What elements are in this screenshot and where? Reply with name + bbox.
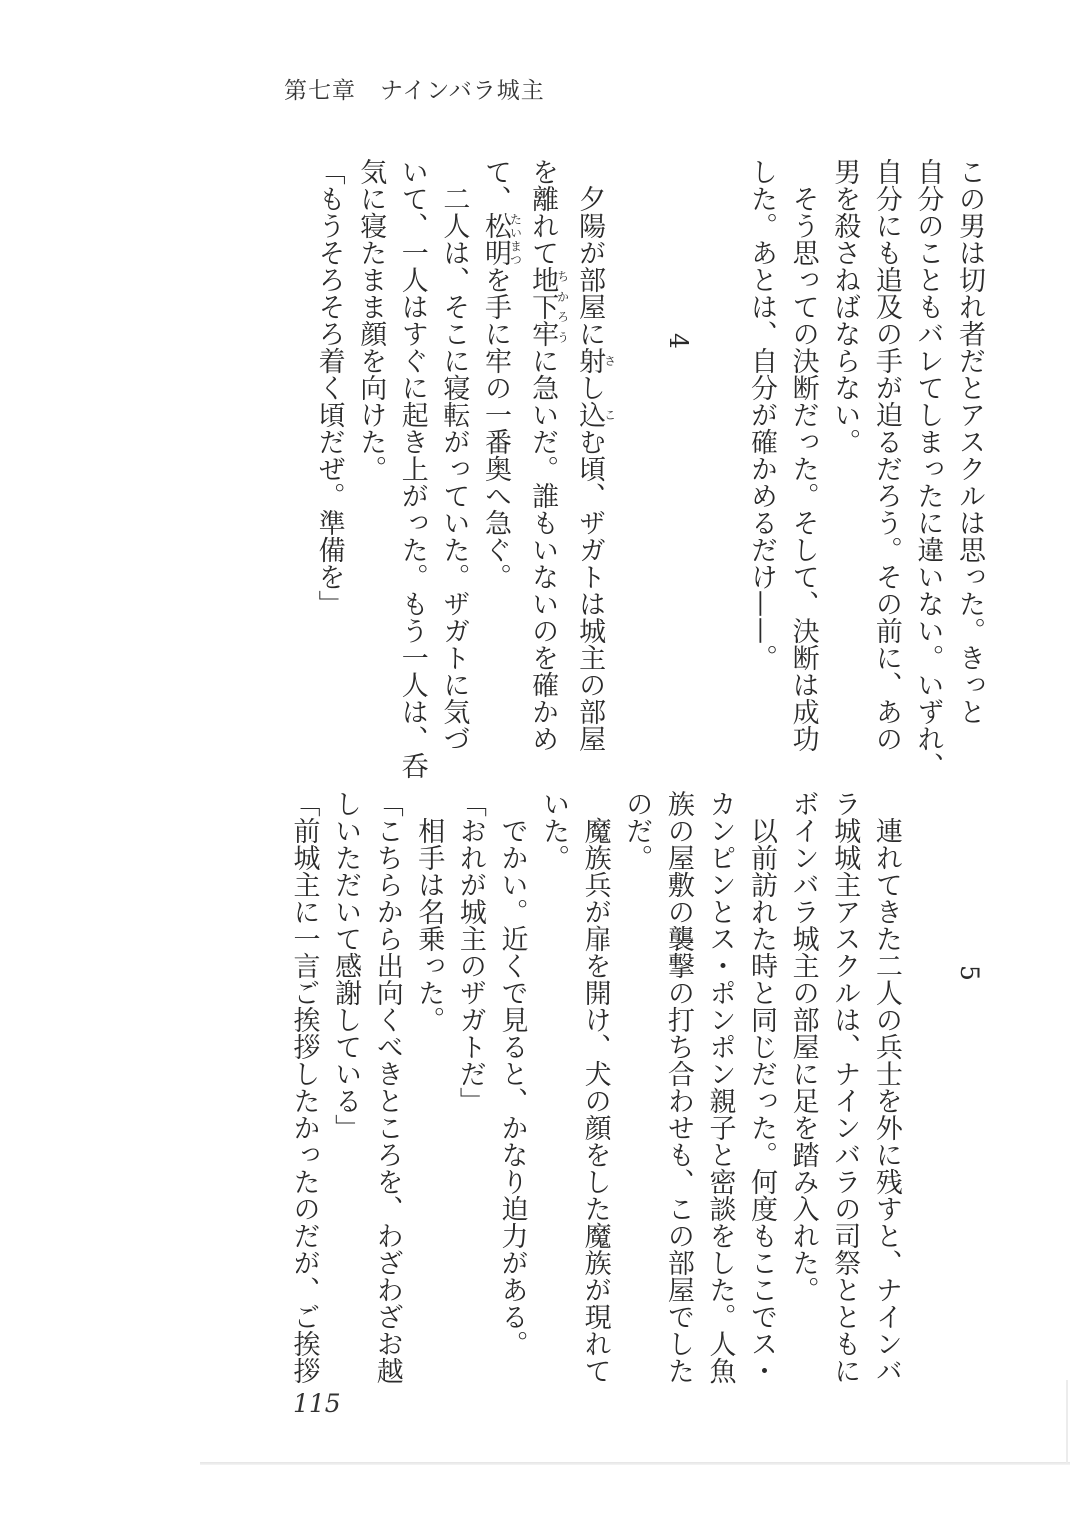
text-line: [782, 158, 824, 782]
text-line: [574, 790, 616, 1414]
text-line: [449, 790, 491, 1414]
text-segment: 魔族兵が扉を開け、犬の顔をした魔族が現れて: [579, 790, 611, 1384]
text-segment: カンピンとス・ポンポン親子と密談をした。人魚: [704, 790, 736, 1384]
page-number: 115: [293, 1389, 341, 1418]
furigana: さ: [602, 347, 617, 374]
text-segment: ボインバラ城主の部屋に足を踏み入れた。: [787, 790, 819, 1303]
text-segment: 「前城主に一言ご挨拶したかったのだが、ご挨拶: [288, 790, 320, 1384]
text-segment: 連れてきた二人の兵士を外に残すと、ナインバ: [870, 790, 902, 1384]
ruby-base: 松明: [479, 212, 511, 266]
text-block-bottom: [283, 790, 990, 1414]
text-segment: いて、一人はすぐに起き上がった。もう一人は、呑: [396, 158, 428, 779]
text-segment: を手に牢の一番奥へ急ぐ。: [479, 266, 511, 590]
text-line: [865, 158, 907, 782]
text-segment: 自分にも追及の手が迫るだろう。その前に、あの: [870, 158, 902, 752]
text-segment: を離れて: [527, 158, 559, 266]
text-line: [391, 158, 433, 782]
text-line: [474, 158, 521, 782]
text-line: [283, 790, 325, 1414]
ruby-text: [574, 401, 617, 428]
text-line: [408, 790, 450, 1414]
furigana: たいまつ: [508, 212, 523, 266]
text-line: [491, 790, 533, 1414]
text-segment: 5: [955, 965, 984, 981]
furigana: こ: [602, 401, 617, 428]
ruby-text: [574, 347, 617, 374]
text-segment: 族の屋敷の襲撃の打ち合わせも、この部屋でした: [662, 790, 694, 1384]
text-line: [657, 790, 699, 1414]
furigana: ちかろう: [555, 266, 570, 347]
text-segment: いた。: [538, 790, 570, 871]
text-segment: 4: [663, 333, 693, 349]
text-block-top: [308, 158, 990, 782]
text-segment: 以前訪れた時と同じだった。何度もここでス・: [746, 790, 778, 1384]
text-segment: 夕陽が部屋に: [574, 158, 606, 347]
text-segment: そう思っての決断だった。そして、決断は成功: [787, 158, 819, 752]
text-segment: この男は切れ者だとアスクルは思った。きっと: [954, 158, 985, 725]
text-line: [699, 158, 741, 782]
text-segment: ラ城城主アスクルは、ナインバラの司祭とともに: [829, 790, 861, 1384]
ruby-base: 射: [574, 347, 606, 374]
text-segment: む頃、ザガトは城主の部屋: [574, 428, 606, 752]
ruby-base: 地下牢: [527, 266, 559, 347]
text-line: [616, 790, 658, 1414]
text-segment: した。あとは、自分が確かめるだけ——。: [746, 158, 778, 671]
text-segment: 「おれが城主のザガトだ」: [454, 790, 486, 1114]
text-segment: 自分のこともバレてしまったに違いない。いずれ、: [912, 158, 944, 779]
text-line: [532, 790, 574, 1414]
text-line: [782, 790, 824, 1414]
ruby-text: [479, 212, 523, 266]
running-head: 第七章 ナインバラ城主: [284, 78, 545, 104]
text-line: [740, 790, 782, 1414]
text-segment: 気に寝たまま顔を向けた。: [355, 158, 387, 482]
text-segment: に急いだ。誰もいないのを確かめ: [527, 347, 559, 752]
text-line: [616, 158, 658, 782]
text-segment: 男を殺さねばならない。: [829, 158, 861, 455]
text-line: [740, 158, 782, 782]
text-line: [824, 790, 866, 1414]
text-line: [699, 790, 741, 1414]
text-segment: 相手は名乗った。: [413, 790, 445, 1033]
text-line: [948, 158, 990, 782]
page-edge: [200, 1462, 1070, 1465]
text-line: [308, 158, 350, 782]
text-segment: のだ。: [621, 790, 653, 871]
text-line: [325, 790, 367, 1414]
ruby-base: 込: [574, 401, 606, 428]
text-line: [907, 790, 949, 1414]
text-segment: 二人は、そこに寝転がっていた。ザガトに気づ: [438, 158, 470, 752]
section-number: [657, 158, 699, 782]
text-line: [366, 790, 408, 1414]
text-line: [907, 158, 949, 782]
text-segment: 「もうそろそろ着く頃だぜ。準備を」: [313, 158, 345, 617]
text-segment: て、: [479, 158, 511, 212]
section-number: [948, 790, 990, 1414]
text-line: [433, 158, 475, 782]
text-segment: でかい。近くで見ると、かなり迫力がある。: [496, 790, 528, 1357]
text-line: [350, 158, 392, 782]
text-segment: しいただいて感謝している」: [330, 790, 362, 1141]
text-line: [521, 158, 568, 782]
text-line: [865, 790, 907, 1414]
text-line: [569, 158, 616, 782]
page-edge: [1066, 1380, 1068, 1464]
text-segment: し: [574, 374, 606, 401]
text-line: [824, 158, 866, 782]
ruby-text: [527, 266, 570, 347]
text-segment: 「こちらから出向くべきところを、わざわざお越: [371, 790, 403, 1384]
